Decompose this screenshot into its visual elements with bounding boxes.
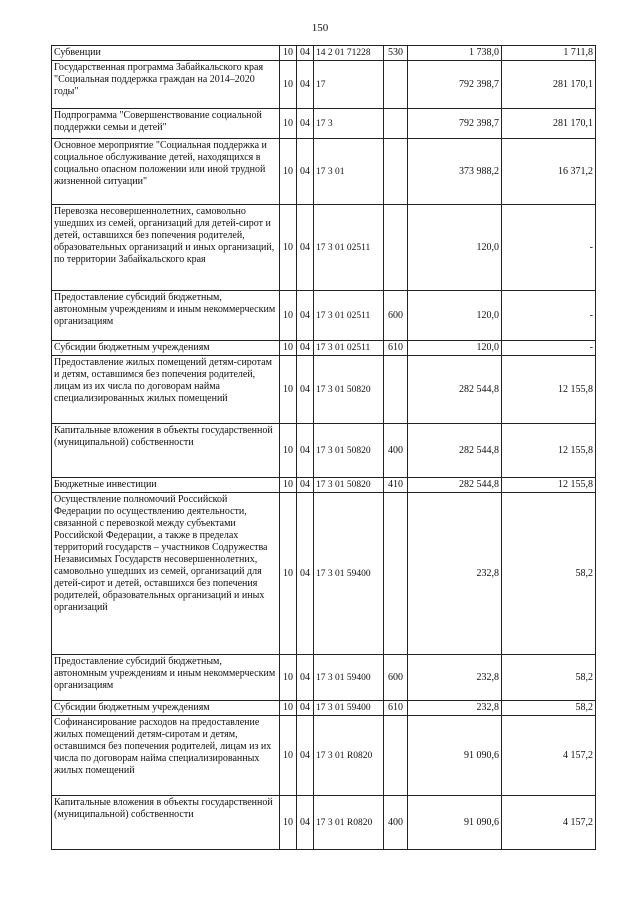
row-amount-2: 16 371,2 — [502, 139, 596, 205]
table-row — [52, 716, 596, 796]
row-expense-type — [384, 493, 408, 655]
row-name: Предоставление жилых помещений детям-сиротам и детям, оставшимся без попечения родителей, лицам из их числа по договорам найма специализированных жилых помещений — [52, 356, 280, 424]
row-expense-type: 400 — [384, 424, 408, 478]
row-subsection: 04 — [297, 109, 314, 139]
row-amount-2: - — [502, 205, 596, 291]
row-name: Основное мероприятие "Социальная поддержка и социальное обслуживание детей, находящихся в социально опасном положении или иной трудной жизненной ситуации" — [52, 139, 280, 205]
row-amount-1: 91 090,6 — [408, 796, 502, 850]
row-name: Субсидии бюджетным учреждениям — [52, 701, 280, 716]
row-section: 10 — [280, 716, 297, 796]
row-name: Субсидии бюджетным учреждениям — [52, 341, 280, 356]
row-amount-2: 12 155,8 — [502, 478, 596, 493]
row-section: 10 — [280, 493, 297, 655]
table-row — [52, 478, 596, 493]
row-target-code: 17 3 01 59400 — [314, 655, 384, 701]
row-section: 10 — [280, 46, 297, 61]
row-amount-1: 232,8 — [408, 655, 502, 701]
row-subsection: 04 — [297, 716, 314, 796]
page-number: 150 — [311, 22, 329, 34]
table-row — [52, 61, 596, 109]
row-expense-type — [384, 716, 408, 796]
row-amount-2: 281 170,1 — [502, 61, 596, 109]
table-row — [52, 341, 596, 356]
row-name: Предоставление субсидий бюджетным, автономным учреждениям и иным некоммерческим организациям — [52, 291, 280, 341]
row-subsection: 04 — [297, 796, 314, 850]
table-row — [52, 109, 596, 139]
row-amount-2: 58,2 — [502, 701, 596, 716]
row-amount-1: 282 544,8 — [408, 356, 502, 424]
row-section: 10 — [280, 109, 297, 139]
row-amount-1: 120,0 — [408, 205, 502, 291]
row-expense-type — [384, 109, 408, 139]
row-section: 10 — [280, 424, 297, 478]
row-name: Субвенции — [52, 46, 280, 61]
row-expense-type: 600 — [384, 291, 408, 341]
row-subsection: 04 — [297, 291, 314, 341]
row-amount-1: 282 544,8 — [408, 478, 502, 493]
table-row — [52, 701, 596, 716]
row-subsection: 04 — [297, 61, 314, 109]
row-subsection: 04 — [297, 655, 314, 701]
row-amount-1: 792 398,7 — [408, 61, 502, 109]
row-amount-2: 12 155,8 — [502, 424, 596, 478]
row-target-code: 17 3 — [314, 109, 384, 139]
row-subsection: 04 — [297, 341, 314, 356]
row-amount-1: 373 988,2 — [408, 139, 502, 205]
row-amount-1: 1 738,0 — [408, 46, 502, 61]
row-amount-2: 58,2 — [502, 493, 596, 655]
row-target-code: 14 2 01 71228 — [314, 46, 384, 61]
row-target-code: 17 3 01 50820 — [314, 478, 384, 493]
row-target-code: 17 3 01 59400 — [314, 701, 384, 716]
row-amount-2: - — [502, 341, 596, 356]
table-row — [52, 493, 596, 655]
row-amount-1: 232,8 — [408, 701, 502, 716]
row-section: 10 — [280, 356, 297, 424]
row-name: Капитальные вложения в объекты государственной (муниципальной) собственности — [52, 424, 280, 478]
row-target-code: 17 3 01 02511 — [314, 205, 384, 291]
row-expense-type: 610 — [384, 341, 408, 356]
row-amount-2: 12 155,8 — [502, 356, 596, 424]
row-subsection: 04 — [297, 356, 314, 424]
row-amount-1: 120,0 — [408, 291, 502, 341]
row-name: Перевозка несовершеннолетних, самовольно ушедших из семей, организаций для детей-сирот и детей, оставшихся без попечения родителей, образовательных организаций и иных организаций, по территории Забайкальского края — [52, 205, 280, 291]
row-section: 10 — [280, 341, 297, 356]
row-name: Осуществление полномочий Российской Федерации по осуществлению деятельности, связанной с перевозкой между субъектами Российской Федерации, а также в пределах территорий государств – участников Содружества Независимых Государств несовершеннолетних, самовольно ушедших из семей, организаций для детей-сирот и детей, оставшихся без попечения родителей, образовательных организаций и иных организаций — [52, 493, 280, 655]
row-name: Государственная программа Забайкальского края "Социальная поддержка граждан на 2014–2020 годы" — [52, 61, 280, 109]
row-target-code: 17 — [314, 61, 384, 109]
row-amount-1: 91 090,6 — [408, 716, 502, 796]
row-name: Бюджетные инвестиции — [52, 478, 280, 493]
row-amount-2: 1 711,8 — [502, 46, 596, 61]
row-amount-1: 282 544,8 — [408, 424, 502, 478]
row-expense-type — [384, 61, 408, 109]
row-expense-type: 410 — [384, 478, 408, 493]
row-name: Предоставление субсидий бюджетным, автономным учреждениям и иным некоммерческим организациям — [52, 655, 280, 701]
row-amount-1: 232,8 — [408, 493, 502, 655]
row-section: 10 — [280, 796, 297, 850]
row-amount-1: 792 398,7 — [408, 109, 502, 139]
row-target-code: 17 3 01 02511 — [314, 291, 384, 341]
table-row — [52, 796, 596, 850]
row-expense-type: 400 — [384, 796, 408, 850]
row-target-code: 17 3 01 — [314, 139, 384, 205]
row-section: 10 — [280, 701, 297, 716]
row-expense-type: 600 — [384, 655, 408, 701]
row-target-code: 17 3 01 50820 — [314, 424, 384, 478]
row-target-code: 17 3 01 R0820 — [314, 716, 384, 796]
budget-table — [51, 45, 596, 850]
row-section: 10 — [280, 61, 297, 109]
row-section: 10 — [280, 139, 297, 205]
table-row — [52, 205, 596, 291]
row-subsection: 04 — [297, 424, 314, 478]
row-subsection: 04 — [297, 46, 314, 61]
row-subsection: 04 — [297, 205, 314, 291]
row-section: 10 — [280, 655, 297, 701]
row-amount-2: 58,2 — [502, 655, 596, 701]
row-target-code: 17 3 01 R0820 — [314, 796, 384, 850]
row-expense-type — [384, 205, 408, 291]
table-row — [52, 424, 596, 478]
row-amount-2: 281 170,1 — [502, 109, 596, 139]
row-amount-2: 4 157,2 — [502, 796, 596, 850]
table-row — [52, 46, 596, 61]
row-target-code: 17 3 01 02511 — [314, 341, 384, 356]
row-section: 10 — [280, 478, 297, 493]
row-target-code: 17 3 01 59400 — [314, 493, 384, 655]
table-row — [52, 139, 596, 205]
row-name: Капитальные вложения в объекты государственной (муниципальной) собственности — [52, 796, 280, 850]
row-section: 10 — [280, 205, 297, 291]
row-amount-2: 4 157,2 — [502, 716, 596, 796]
row-amount-2: - — [502, 291, 596, 341]
row-subsection: 04 — [297, 701, 314, 716]
row-subsection: 04 — [297, 478, 314, 493]
table-row — [52, 291, 596, 341]
row-subsection: 04 — [297, 139, 314, 205]
table-row — [52, 655, 596, 701]
table-row — [52, 356, 596, 424]
row-expense-type — [384, 139, 408, 205]
row-name: Подпрограмма "Совершенствование социальной поддержки семьи и детей" — [52, 109, 280, 139]
row-amount-1: 120,0 — [408, 341, 502, 356]
row-name: Софинансирование расходов на предоставление жилых помещений детям-сиротам и детям, оставшимся без попечения родителей, лицам из их числа по договорам найма специализированных жилых помещений — [52, 716, 280, 796]
row-target-code: 17 3 01 50820 — [314, 356, 384, 424]
row-expense-type: 610 — [384, 701, 408, 716]
row-section: 10 — [280, 291, 297, 341]
row-subsection: 04 — [297, 493, 314, 655]
row-expense-type — [384, 356, 408, 424]
row-expense-type: 530 — [384, 46, 408, 61]
